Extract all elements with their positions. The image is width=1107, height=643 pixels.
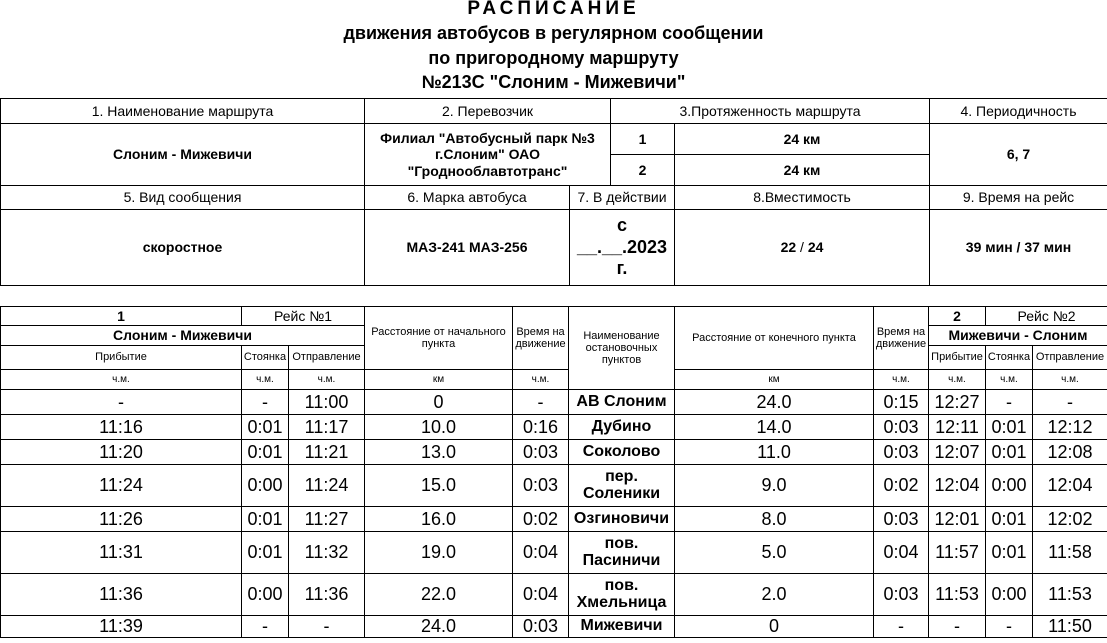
cell-stop-2: - bbox=[986, 616, 1033, 638]
unit-distance-end: км bbox=[675, 370, 874, 390]
cell-distance-end: 24.0 bbox=[675, 390, 874, 415]
cell-travel-1: 0:04 bbox=[513, 532, 569, 574]
header-stop-1: Стоянка bbox=[242, 346, 289, 370]
cell-distance-end: 5.0 bbox=[675, 532, 874, 574]
length-value-1: 24 км bbox=[675, 124, 930, 155]
cell-distance-start: 24.0 bbox=[365, 616, 513, 638]
document-subtitle-1: движения автобусов в регулярном сообщении bbox=[343, 23, 764, 43]
schedule-row bbox=[1, 440, 1107, 465]
cell-travel-2: 0:03 bbox=[874, 415, 929, 440]
cell-stop-2: 0:01 bbox=[986, 440, 1033, 465]
valid-from-date bbox=[570, 210, 675, 286]
cell-arrival-1: 11:26 bbox=[1, 507, 242, 532]
cell-distance-end: 8.0 bbox=[675, 507, 874, 532]
cell-travel-2: 0:03 bbox=[874, 574, 929, 616]
unit-travel-1: ч.м. bbox=[513, 370, 569, 390]
cell-arrival-1: 11:24 bbox=[1, 465, 242, 507]
header-carrier: 2. Перевозчик bbox=[365, 99, 611, 124]
cell-stop-1: 0:01 bbox=[242, 415, 289, 440]
unit-departure-1: ч.м. bbox=[289, 370, 365, 390]
bus-model: МАЗ-241 МАЗ-256 bbox=[365, 210, 570, 286]
header-stop-2: Стоянка bbox=[986, 346, 1033, 370]
carrier-name: Филиал "Автобусный парк №3 г.Слоним" ОАО "Гроднооблавтотранс" bbox=[365, 124, 611, 186]
direction-2-trip: Рейс №2 bbox=[986, 307, 1107, 326]
length-direction-2: 2 bbox=[611, 155, 675, 186]
cell-arrival-1: 11:36 bbox=[1, 574, 242, 616]
cell-stop-2: 0:00 bbox=[986, 465, 1033, 507]
cell-distance-start: 19.0 bbox=[365, 532, 513, 574]
header-trip-time: 9. Время на рейс bbox=[930, 186, 1107, 210]
schedule-row bbox=[1, 507, 1107, 532]
header-departure-2: Отправление bbox=[1033, 346, 1107, 370]
header-route-name: 1. Наименование маршрута bbox=[1, 99, 365, 124]
cell-travel-1: 0:04 bbox=[513, 574, 569, 616]
cell-stop-name: пер. Соленики bbox=[569, 465, 675, 507]
header-arrival-1: Прибытие bbox=[1, 346, 242, 370]
cell-departure-2: - bbox=[1033, 390, 1107, 415]
direction-1-number: 1 bbox=[1, 307, 242, 326]
schedule-row bbox=[1, 532, 1107, 574]
cell-travel-2: 0:15 bbox=[874, 390, 929, 415]
cell-distance-start: 22.0 bbox=[365, 574, 513, 616]
cell-arrival-2: 12:04 bbox=[929, 465, 986, 507]
unit-departure-2: ч.м. bbox=[1033, 370, 1107, 390]
cell-distance-start: 10.0 bbox=[365, 415, 513, 440]
cell-travel-2: - bbox=[874, 616, 929, 638]
header-service-type: 5. Вид сообщения bbox=[1, 186, 365, 210]
cell-distance-end: 9.0 bbox=[675, 465, 874, 507]
schedule-row bbox=[1, 390, 1107, 415]
header-travel-time-2: Время на движение bbox=[874, 307, 929, 370]
cell-stop-name: Озгиновичи bbox=[569, 507, 675, 532]
capacity-separator: / bbox=[796, 239, 808, 256]
cell-stop-1: 0:01 bbox=[242, 440, 289, 465]
valid-from-prefix: с bbox=[616, 215, 627, 236]
cell-distance-start: 0 bbox=[365, 390, 513, 415]
direction-1-trip: Рейс №1 bbox=[242, 307, 365, 326]
valid-from-suffix: г. bbox=[616, 258, 628, 279]
cell-travel-1: 0:03 bbox=[513, 616, 569, 638]
header-distance-end: Расстояние от конечного пункта bbox=[675, 307, 874, 370]
cell-stop-1: 0:00 bbox=[242, 465, 289, 507]
cell-stop-1: 0:01 bbox=[242, 507, 289, 532]
document-title: РАСПИСАНИЕ bbox=[467, 0, 640, 19]
cell-travel-1: - bbox=[513, 390, 569, 415]
header-distance-start: Расстояние от начального пункта bbox=[365, 307, 513, 370]
cell-departure-1: 11:00 bbox=[289, 390, 365, 415]
cell-stop-1: - bbox=[242, 616, 289, 638]
schedule-row bbox=[1, 574, 1107, 616]
cell-distance-start: 15.0 bbox=[365, 465, 513, 507]
cell-departure-1: 11:36 bbox=[289, 574, 365, 616]
cell-departure-1: 11:32 bbox=[289, 532, 365, 574]
cell-travel-1: 0:03 bbox=[513, 465, 569, 507]
schedule-row bbox=[1, 616, 1107, 638]
cell-stop-2: 0:01 bbox=[986, 532, 1033, 574]
header-capacity: 8.Вместимость bbox=[675, 186, 930, 210]
cell-arrival-1: 11:20 bbox=[1, 440, 242, 465]
cell-departure-2: 12:04 bbox=[1033, 465, 1107, 507]
service-type: скоростное bbox=[1, 210, 365, 286]
schedule-row bbox=[1, 465, 1107, 507]
cell-departure-2: 11:53 bbox=[1033, 574, 1107, 616]
cell-departure-1: - bbox=[289, 616, 365, 638]
cell-travel-2: 0:02 bbox=[874, 465, 929, 507]
cell-distance-start: 16.0 bbox=[365, 507, 513, 532]
direction-1-name: Слоним - Мижевичи bbox=[1, 326, 365, 346]
length-value-2: 24 км bbox=[675, 155, 930, 186]
cell-distance-end: 0 bbox=[675, 616, 874, 638]
cell-arrival-2: 12:11 bbox=[929, 415, 986, 440]
schedule-rows bbox=[1, 390, 1107, 638]
direction-2-name: Мижевичи - Слоним bbox=[929, 326, 1107, 346]
header-arrival-2: Прибытие bbox=[929, 346, 986, 370]
route-info-grid bbox=[0, 98, 1107, 286]
unit-stop-2: ч.м. bbox=[986, 370, 1033, 390]
length-direction-1: 1 bbox=[611, 124, 675, 155]
cell-departure-1: 11:21 bbox=[289, 440, 365, 465]
schedule-grid bbox=[0, 306, 1107, 638]
unit-arrival-2: ч.м. bbox=[929, 370, 986, 390]
cell-travel-2: 0:03 bbox=[874, 507, 929, 532]
cell-stop-name: Соколово bbox=[569, 440, 675, 465]
header-stop-name: Наименование остановочных пунктов bbox=[569, 307, 675, 390]
cell-stop-name: Дубино bbox=[569, 415, 675, 440]
cell-stop-1: - bbox=[242, 390, 289, 415]
cell-departure-1: 11:17 bbox=[289, 415, 365, 440]
capacity-value bbox=[675, 210, 930, 286]
cell-departure-2: 11:58 bbox=[1033, 532, 1107, 574]
cell-departure-2: 11:50 bbox=[1033, 616, 1107, 638]
route-title: №213С "Слоним - Мижевичи" bbox=[421, 72, 686, 92]
header-periodicity: 4. Периодичность bbox=[930, 99, 1107, 124]
cell-travel-1: 0:16 bbox=[513, 415, 569, 440]
header-travel-time-1: Время на движение bbox=[513, 307, 569, 370]
header-bus-model: 6. Марка автобуса bbox=[365, 186, 570, 210]
header-route-length: 3.Протяженность маршрута bbox=[611, 99, 930, 124]
cell-arrival-2: 11:53 bbox=[929, 574, 986, 616]
cell-stop-2: - bbox=[986, 390, 1033, 415]
header-departure-1: Отправление bbox=[289, 346, 365, 370]
cell-arrival-1: 11:16 bbox=[1, 415, 242, 440]
route-name: Слоним - Мижевичи bbox=[1, 124, 365, 186]
cell-distance-start: 13.0 bbox=[365, 440, 513, 465]
cell-arrival-2: 11:57 bbox=[929, 532, 986, 574]
header-valid-from: 7. В действии bbox=[570, 186, 675, 210]
cell-stop-name: АВ Слоним bbox=[569, 390, 675, 415]
cell-travel-1: 0:03 bbox=[513, 440, 569, 465]
cell-stop-2: 0:01 bbox=[986, 507, 1033, 532]
cell-arrival-1: - bbox=[1, 390, 242, 415]
cell-travel-2: 0:03 bbox=[874, 440, 929, 465]
capacity-total: 24 bbox=[807, 239, 824, 256]
cell-departure-2: 12:12 bbox=[1033, 415, 1107, 440]
cell-distance-end: 11.0 bbox=[675, 440, 874, 465]
schedule-row bbox=[1, 415, 1107, 440]
cell-distance-end: 14.0 bbox=[675, 415, 874, 440]
periodicity-value: 6, 7 bbox=[930, 124, 1107, 186]
valid-from-value: __.__.2023 bbox=[576, 236, 668, 257]
unit-travel-2: ч.м. bbox=[874, 370, 929, 390]
cell-stop-name: Мижевичи bbox=[569, 616, 675, 638]
cell-stop-1: 0:00 bbox=[242, 574, 289, 616]
unit-stop-1: ч.м. bbox=[242, 370, 289, 390]
cell-stop-1: 0:01 bbox=[242, 532, 289, 574]
cell-travel-2: 0:04 bbox=[874, 532, 929, 574]
cell-departure-1: 11:27 bbox=[289, 507, 365, 532]
cell-distance-end: 2.0 bbox=[675, 574, 874, 616]
cell-arrival-2: 12:27 bbox=[929, 390, 986, 415]
cell-arrival-1: 11:31 bbox=[1, 532, 242, 574]
cell-travel-1: 0:02 bbox=[513, 507, 569, 532]
cell-stop-name: пов. Хмельница bbox=[569, 574, 675, 616]
cell-stop-name: пов. Пасиничи bbox=[569, 532, 675, 574]
cell-stop-2: 0:00 bbox=[986, 574, 1033, 616]
cell-arrival-2: - bbox=[929, 616, 986, 638]
cell-arrival-1: 11:39 bbox=[1, 616, 242, 638]
cell-stop-2: 0:01 bbox=[986, 415, 1033, 440]
cell-departure-1: 11:24 bbox=[289, 465, 365, 507]
cell-arrival-2: 12:01 bbox=[929, 507, 986, 532]
cell-arrival-2: 12:07 bbox=[929, 440, 986, 465]
unit-arrival-1: ч.м. bbox=[1, 370, 242, 390]
document-subtitle-2: по пригородному маршруту bbox=[428, 48, 679, 68]
unit-distance-start: км bbox=[365, 370, 513, 390]
trip-time-value: 39 мин / 37 мин bbox=[930, 210, 1107, 286]
cell-departure-2: 12:02 bbox=[1033, 507, 1107, 532]
cell-departure-2: 12:08 bbox=[1033, 440, 1107, 465]
direction-2-number: 2 bbox=[929, 307, 986, 326]
capacity-seated: 22 bbox=[780, 239, 797, 256]
